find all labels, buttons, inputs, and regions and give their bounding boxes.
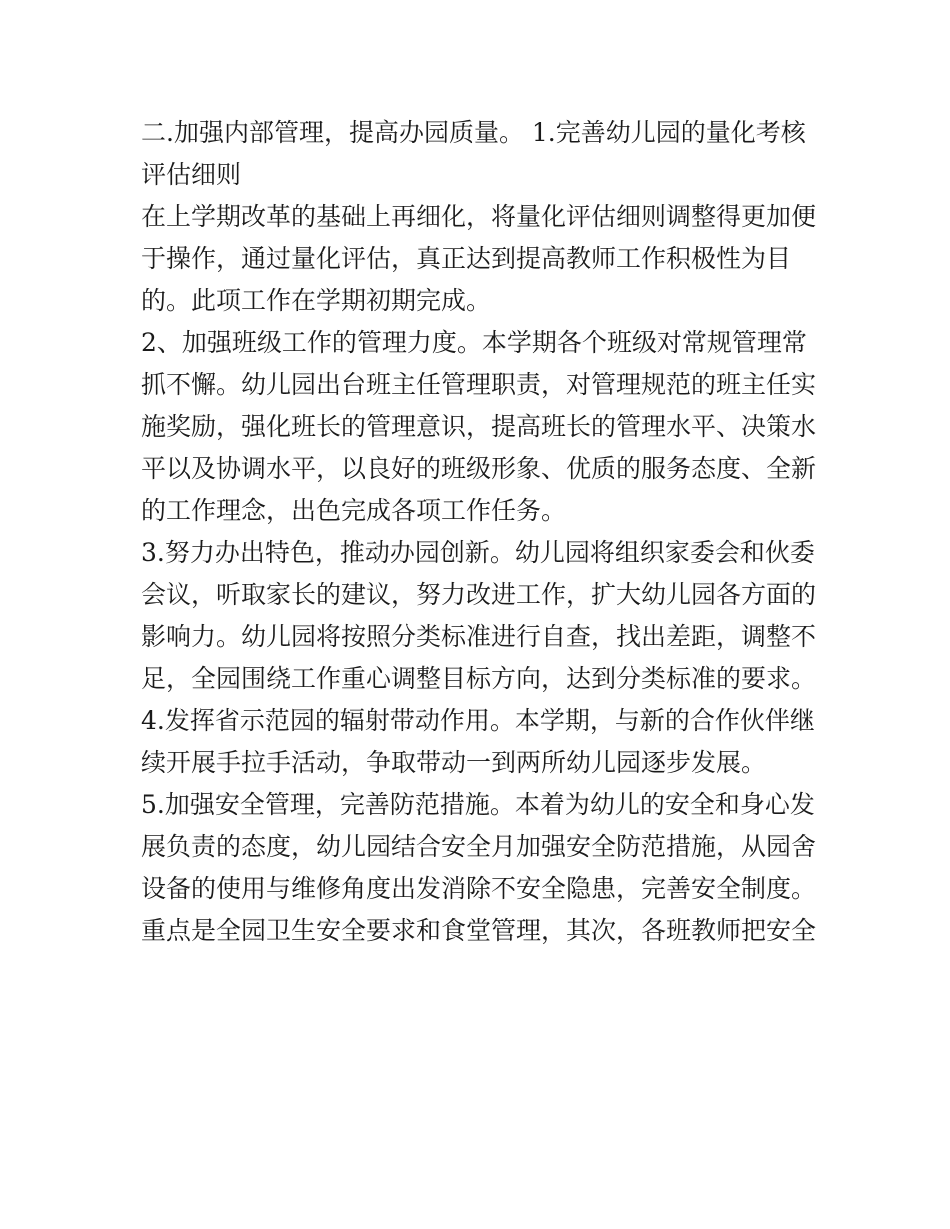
text-line: 的。此项工作在学期初期完成。	[141, 286, 492, 315]
text-line: 5.加强安全管理，完善防范措施。本着为幼儿的安全和身心发	[141, 790, 815, 819]
text-line: 续开展手拉手活动，争取带动一到两所幼儿园逐步发展。	[141, 748, 767, 777]
text-line: 重点是全园卫生安全要求和食堂管理，其次，各班教师把安全	[141, 916, 817, 945]
text-line: 二.加强内部管理，提高办园质量。 1.完善幼儿园的量化考核	[141, 118, 806, 147]
document-body	[141, 112, 821, 952]
text-line: 于操作，通过量化评估，真正达到提高教师工作积极性为目	[141, 244, 792, 273]
text-line: 平以及协调水平，以良好的班级形象、优质的服务态度、全新	[141, 454, 817, 483]
text-line: 施奖励，强化班长的管理意识，提高班长的管理水平、决策水	[141, 412, 817, 441]
text-line: 会议，听取家长的建议，努力改进工作，扩大幼儿园各方面的	[141, 580, 817, 609]
text-line: 评估细则	[141, 160, 242, 189]
text-line: 的工作理念，出色完成各项工作任务。	[141, 496, 567, 525]
text-line: 2、加强班级工作的管理力度。本学期各个班级对常规管理常	[141, 328, 807, 357]
text-line: 展负责的态度，幼儿园结合安全月加强安全防范措施，从园舍	[141, 832, 817, 861]
text-line: 抓不懈。幼儿园出台班主任管理职责，对管理规范的班主任实	[141, 370, 817, 399]
text-line: 设备的使用与维修角度出发消除不安全隐患，完善安全制度。	[141, 874, 817, 903]
text-line: 3.努力办出特色，推动办园创新。幼儿园将组织家委会和伙委	[141, 538, 815, 567]
text-line: 足，全园围绕工作重心调整目标方向，达到分类标准的要求。	[141, 664, 817, 693]
text-line: 4.发挥省示范园的辐射带动作用。本学期，与新的合作伙伴继	[141, 706, 815, 735]
text-line: 在上学期改革的基础上再细化，将量化评估细则调整得更加便	[141, 202, 817, 231]
text-line: 影响力。幼儿园将按照分类标准进行自查，找出差距，调整不	[141, 622, 817, 651]
